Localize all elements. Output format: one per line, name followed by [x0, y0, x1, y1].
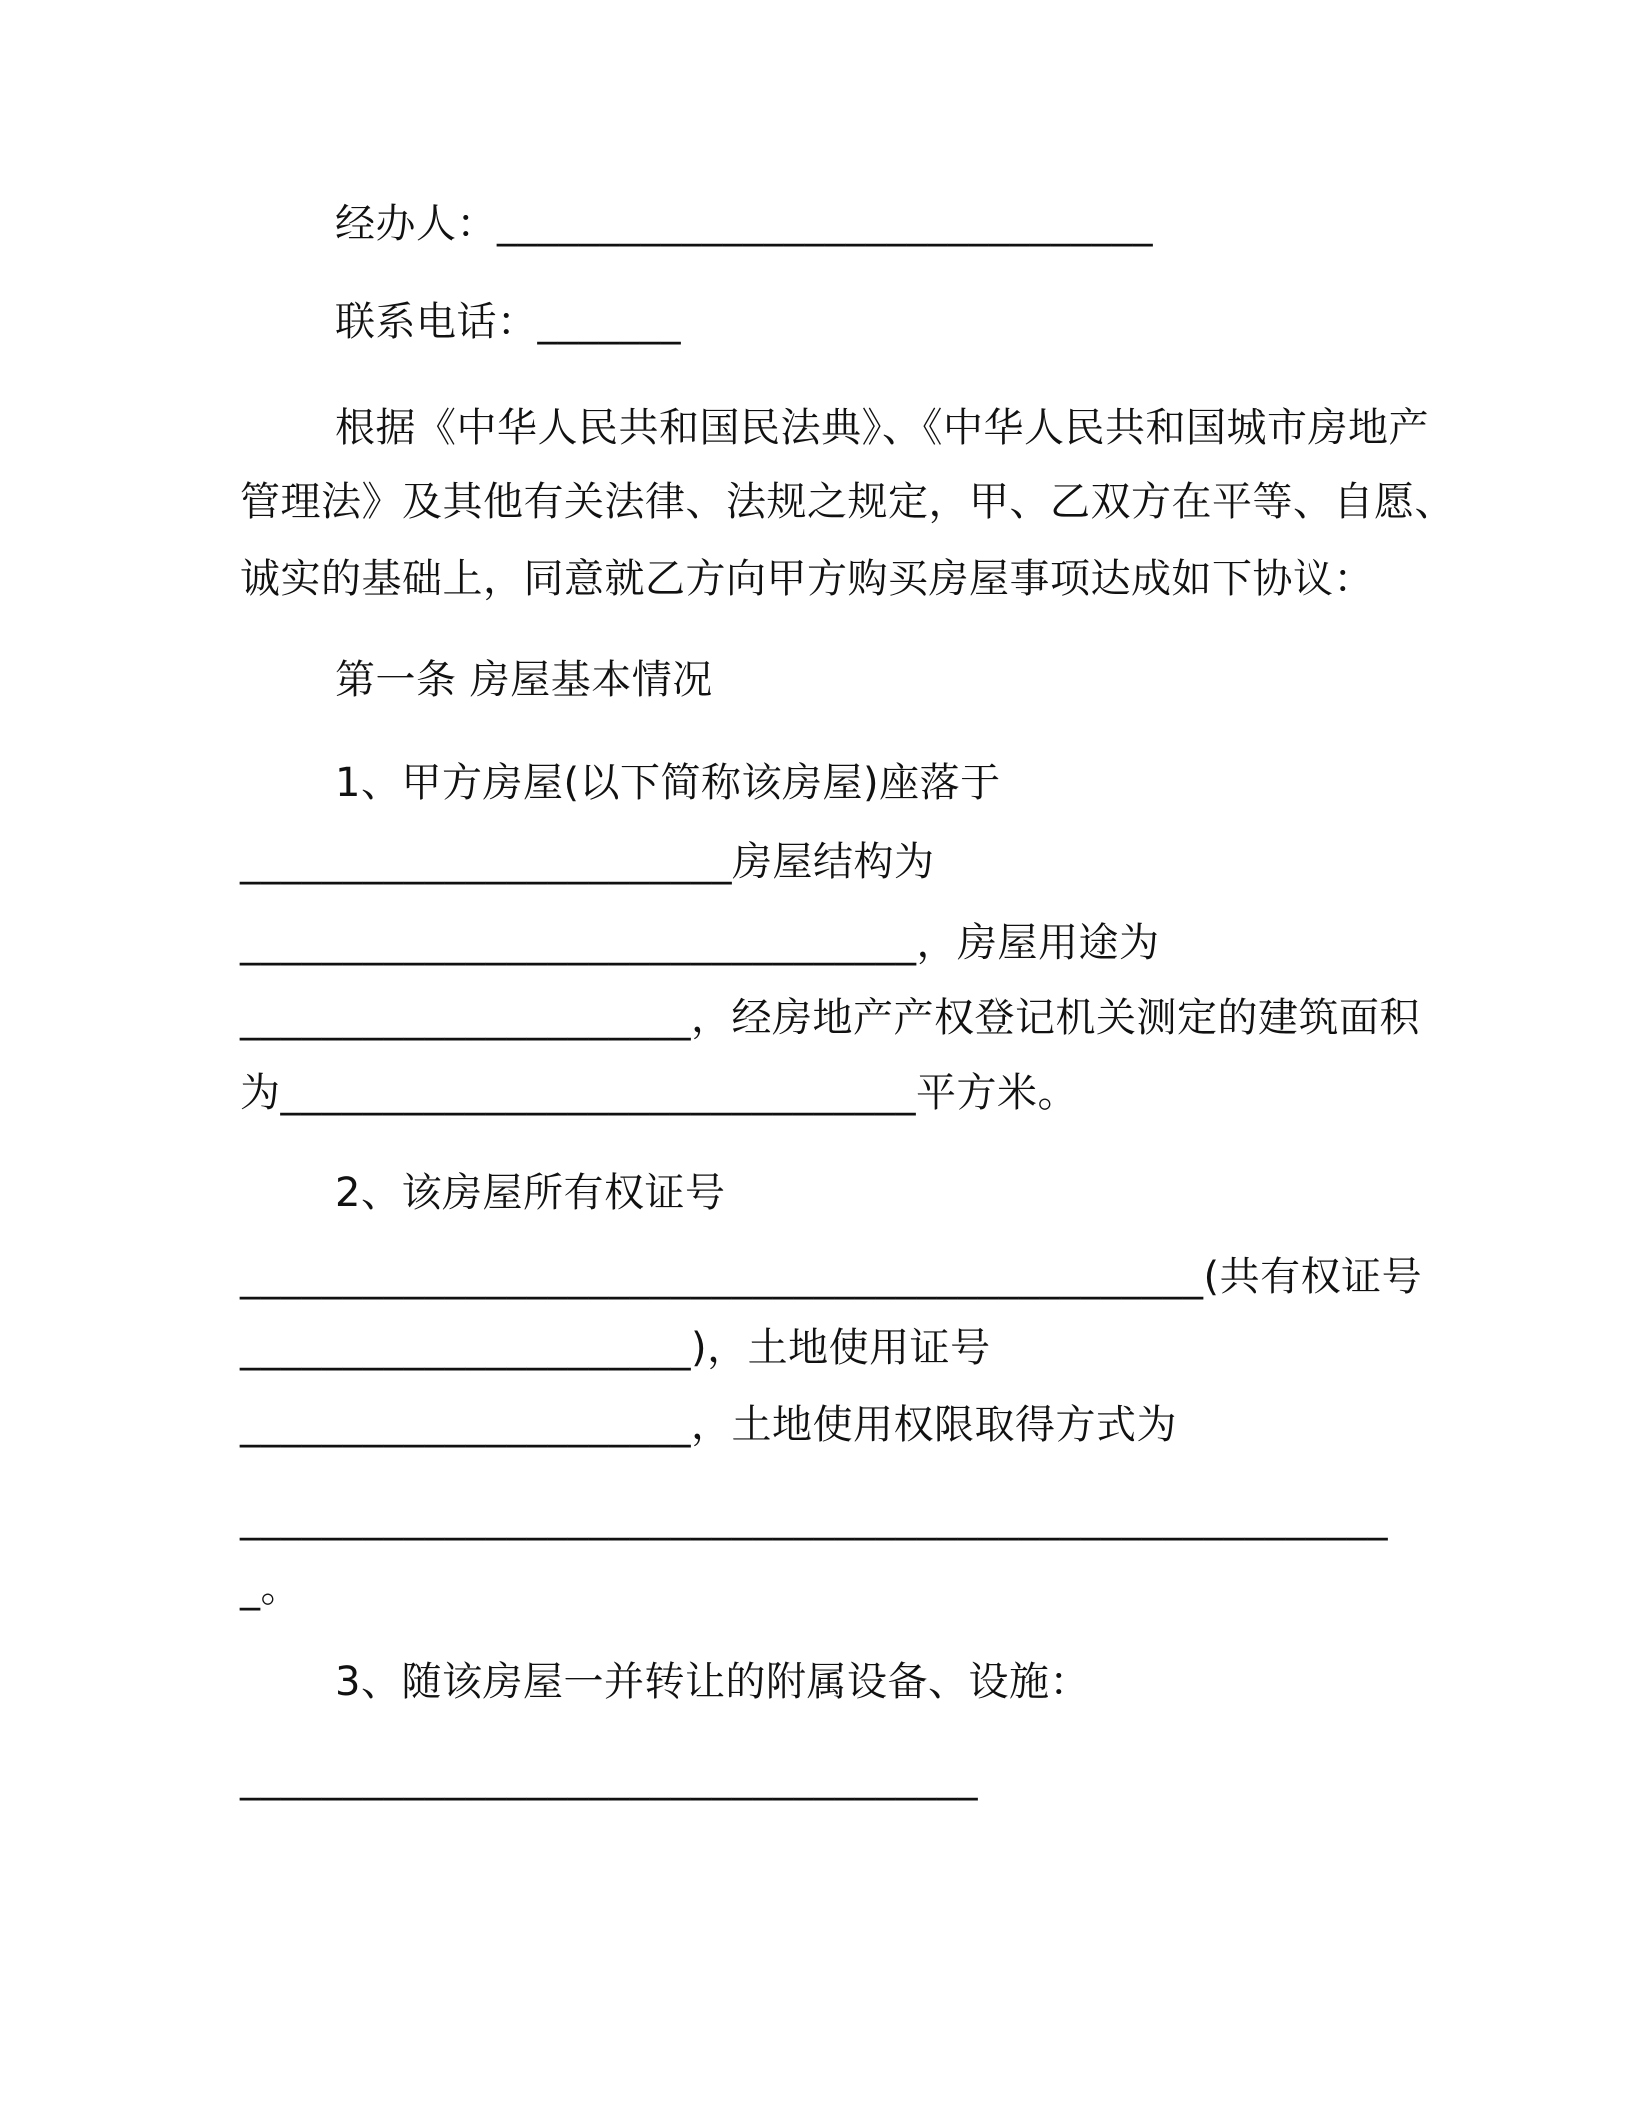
phone-field: 联系电话：_______: [335, 299, 681, 345]
agent-field: 经办人：________________________________: [335, 201, 1153, 247]
clause-line: _______________________________________________(共有权证号: [240, 1254, 1423, 1300]
clause-line: _。: [240, 1565, 301, 1611]
paragraph-line: 根据《中华人民共和国民法典》、《中华人民共和国城市房地产: [335, 405, 1429, 451]
clause-line: _________________________________，房屋用途为: [240, 920, 1160, 966]
clause-line: ________________________房屋结构为: [240, 839, 935, 885]
paragraph-line: 管理法》及其他有关法律、法规之规定，甲、乙双方在平等、自愿、: [240, 479, 1455, 525]
clause-line: 2、该房屋所有权证号: [335, 1170, 726, 1216]
clause-line: ______________________)，土地使用证号: [240, 1325, 991, 1371]
clause-line: ____________________________________: [240, 1755, 978, 1801]
section-heading: 第一条 房屋基本情况: [335, 657, 713, 703]
paragraph-line: 诚实的基础上，同意就乙方向甲方购买房屋事项达成如下协议：: [240, 556, 1374, 602]
clause-line: ______________________，经房地产产权登记机关测定的建筑面积: [240, 995, 1420, 1041]
clause-line: 为_______________________________平方米。: [240, 1070, 1078, 1116]
clause-line: ________________________________________________________: [240, 1495, 1388, 1541]
clause-line: 3、随该房屋一并转让的附属设备、设施：: [335, 1659, 1090, 1705]
clause-line: ______________________，土地使用权限取得方式为: [240, 1402, 1177, 1448]
clause-line: 1、甲方房屋(以下简称该房屋)座落于: [335, 760, 1001, 806]
